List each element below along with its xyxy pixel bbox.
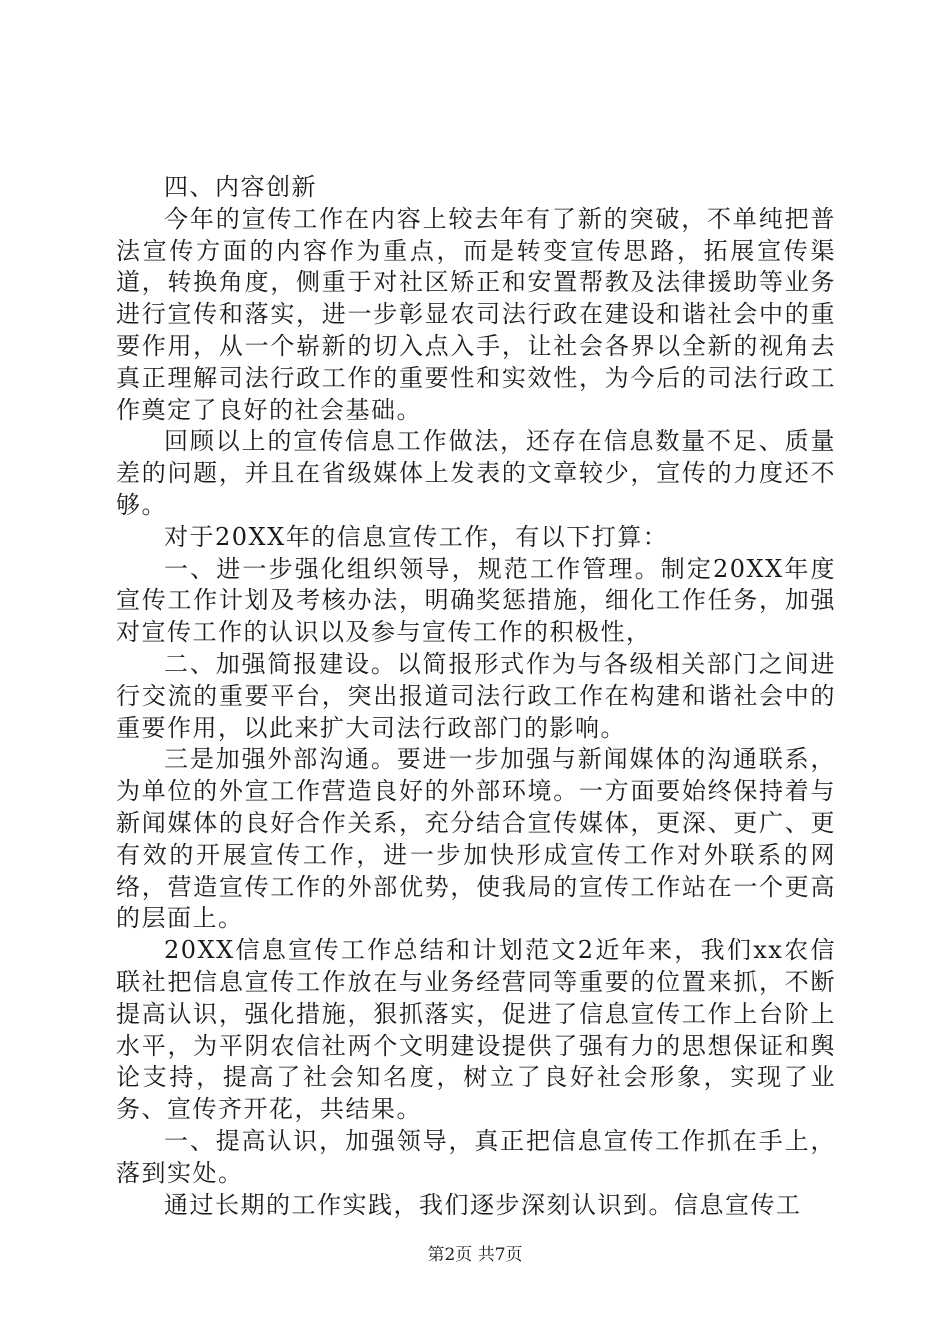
paragraph-plan-item-2: 二、加强简报建设。以简报形式作为与各级相关部门之间进行交流的重要平台，突出报道司法行政工作在构建和谐社会中的重要作用，以此来扩大司法行政部门的影响。 — [116, 649, 836, 742]
page-footer: 第2页 共7页 — [427, 1245, 523, 1265]
paragraph-content-innovation: 今年的宣传工作在内容上较去年有了新的突破，不单纯把普法宣传方面的内容作为重点，而是转变宣传思路，拓展宣传渠道，转换角度，侧重于对社区矫正和安置帮教及法律援助等业务进行宣传和落实，进一步彰显农司法行政在建设和谐社会中的重要作用，从一个崭新的切入点入手，让社会各界以全新的视角去真正理解司法行政工作的重要性和实效性，为今后的司法行政工作奠定了良好的社会基础。 — [116, 204, 836, 424]
paragraph-plan-item-3: 三是加强外部沟通。要进一步加强与新闻媒体的沟通联系，为单位的外宣工作营造良好的外部环境。一方面要始终保持着与新闻媒体的良好合作关系，充分结合宣传媒体，更深、更广、更有效的开展宣传工作，进一步加快形成宣传工作对外联系的网络，营造宣传工作的外部优势，使我局的宣传工作站在一个更高的层面上。 — [116, 745, 836, 933]
paragraph-plan-item-1: 一、进一步强化组织领导，规范工作管理。制定20XX年度宣传工作计划及考核办法，明确奖惩措施，细化工作任务，加强对宣传工作的认识以及参与宣传工作的积极性， — [116, 554, 836, 647]
paragraph-review: 回顾以上的宣传信息工作做法，还存在信息数量不足、质量差的问题，并且在省级媒体上发表的文章较少，宣传的力度还不够。 — [116, 427, 836, 519]
paragraph-plan-intro: 对于20XX年的信息宣传工作，有以下打算： — [164, 522, 669, 551]
paragraph-sample-2-intro: 20XX信息宣传工作总结和计划范文2近年来，我们xx农信联社把信息宣传工作放在与业务经营同等重要的位置来抓，不断提高认识，强化措施，狠抓落实，促进了信息宣传工作上台阶上水平，为平阴农信社两个文明建设提供了强有力的思想保证和舆论支持，提高了社会知名度，树立了良好社会形象，实现了业务、宣传齐开花，共结果。 — [116, 936, 836, 1124]
document-body — [116, 172, 836, 1221]
section-heading: 四、内容创新 — [164, 173, 317, 201]
paragraph-sample-2-item-1: 一、提高认识，加强领导，真正把信息宣传工作抓在手上，落到实处。 — [116, 1126, 836, 1187]
paragraph-sample-2-practice: 通过长期的工作实践，我们逐步深刻认识到。信息宣传工 — [164, 1190, 802, 1219]
